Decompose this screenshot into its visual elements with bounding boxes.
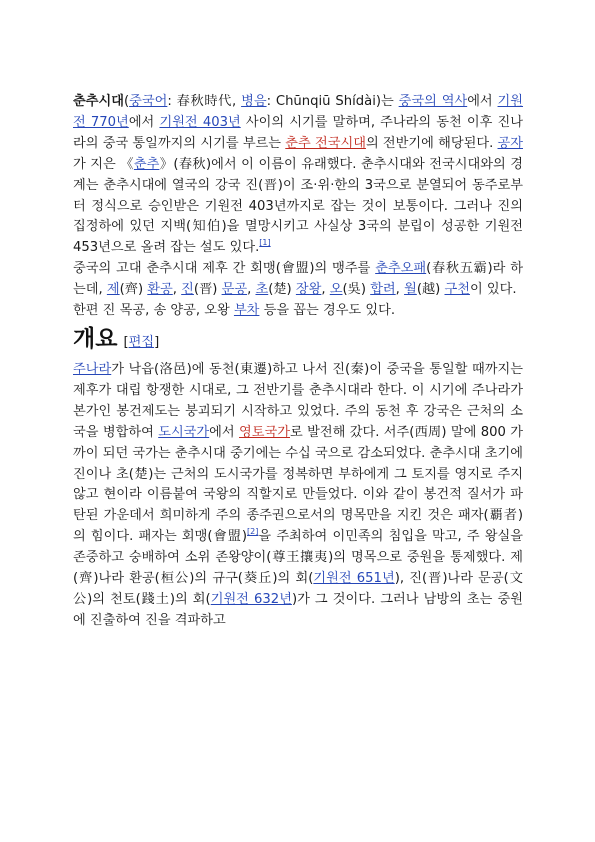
text-run: , — [321, 282, 330, 298]
link-403bc[interactable]: 기원전 403년 — [159, 114, 241, 130]
link-chu[interactable]: 초 — [255, 282, 269, 298]
text-run: 의 전반기에 해당된다. — [365, 135, 498, 151]
text-run: 에서 — [467, 94, 498, 109]
link-chinese-language[interactable]: 중국어 — [129, 94, 168, 109]
text-run: 로 발전해 갔다. 서주(西周) 말에 800 가까이 되던 국가는 춘추시대 중기에는 수십 국으로 감소되었다. 춘추시대 초기에 진이나 초(楚)는 근처의 도시국가를 정복하면 부하에게 그 토지를 영지로 주지 않고 현이라 이름붙여 국왕의 직할지로 만들었다. 이와 같이 봉건적 질서가 파탄된 가운데서 희미하게 주의 종주권으로서의 명목만을 지킨 것은 패자(覇者)의 힘이다. 패자는 회맹(會盟) — [73, 424, 523, 545]
link-632bc[interactable]: 기원전 632년 — [210, 591, 292, 607]
text-run: : 春秋時代, — [167, 94, 242, 109]
link-pinyin[interactable]: 병음 — [241, 94, 267, 109]
edit-section-control — [123, 335, 159, 350]
text-run: 중국의 고대 춘추시대 제후 간 회맹(會盟)의 맹주를 — [73, 261, 376, 277]
edit-bracket-close: ] — [154, 334, 160, 350]
text-run: 에서 — [209, 424, 240, 440]
text-run: 사이의 시기를 말하며, 주나라의 동천 이후 진나라의 중국 통일까지의 시기를 부르는 — [73, 114, 524, 151]
link-zhou-dynasty[interactable]: 주나라 — [73, 361, 112, 377]
text-run: )가 그 것이다. 그러나 남방의 초는 중원에 진출하여 진을 격파하고 — [73, 591, 523, 628]
link-helu[interactable]: 합려 — [370, 282, 396, 298]
text-run: (晋) — [193, 282, 222, 298]
alternate-list-paragraph — [73, 301, 523, 322]
article-title-term: 춘추시대 — [73, 94, 124, 109]
text-run: (春秋五霸)라 하는데, — [73, 261, 523, 298]
link-jin[interactable]: 진 — [181, 282, 194, 298]
text-run: 을 주최하여 이민족의 침입을 막고, 주 왕실을 존중하고 숭배하여 소위 존왕양이(尊王攘夷)의 명목으로 중원을 통제했다. 제(齊)나라 환공(桓公)의 규구(葵丘)의 회( — [73, 529, 523, 587]
edit-bracket-open: [ — [123, 334, 129, 350]
section-heading-overview — [73, 322, 523, 360]
link-goujian[interactable]: 구천 — [444, 282, 470, 298]
article-body — [73, 92, 523, 632]
link-duke-huan[interactable]: 환공 — [147, 282, 173, 298]
text-run: 가 지은 《 — [73, 156, 134, 172]
text-run: (楚) — [268, 282, 296, 298]
text-run: 가 낙읍(洛邑)에 동천(東遷)하고 나서 진(秦)이 중국을 통일할 때까지는 제후가 대립 항쟁한 시대로, 그 전반기를 춘추시대라 한다. 이 시기에 주나라가 본가인 봉건제도는 붕괴되기 시작하고 있었다. 주의 동천 후 강국은 근처의 소국을 병합하여 — [73, 361, 523, 440]
link-confucius[interactable]: 공자 — [497, 135, 523, 151]
link-wu[interactable]: 오 — [329, 282, 343, 298]
link-five-hegemons[interactable]: 춘추오패 — [375, 261, 427, 277]
text-run: 등을 꼽는 경우도 있다. — [259, 303, 396, 319]
link-770bc[interactable]: 기원전 770년 — [73, 94, 524, 130]
text-run: 이 있다. — [469, 282, 517, 298]
text-run: , — [395, 282, 405, 298]
text-run: ( — [123, 94, 130, 109]
text-run: : Chūnqiū Shídài)는 — [266, 94, 399, 109]
footnote-1-link[interactable]: [1] — [259, 238, 271, 248]
edit-section-link[interactable]: 편집 — [128, 334, 155, 350]
section-heading-text: 개요 — [73, 325, 118, 352]
link-yue[interactable]: 월 — [404, 282, 417, 298]
hegemons-paragraph — [73, 259, 523, 301]
link-651bc[interactable]: 기원전 651년 — [313, 571, 395, 587]
text-run: (吳) — [342, 282, 371, 298]
link-spring-autumn-warring-states[interactable]: 춘추 전국시대 — [285, 135, 366, 151]
link-king-zhuang[interactable]: 장왕 — [295, 282, 322, 298]
overview-paragraph — [73, 360, 523, 632]
text-run: 한편 진 목공, 송 양공, 오왕 — [73, 303, 234, 319]
footnote-2-link[interactable]: [2] — [247, 527, 259, 537]
intro-paragraph — [73, 92, 523, 259]
text-run: 》(春秋)에서 이 이름이 유래했다. 춘추시대와 전국시대와의 경계는 춘추시대에 열국의 강국 진(晋)이 조·위·한의 3국으로 분열되어 동주로부터 정식으로 승인받은 기원전 403년까지로 잡는 것이 보통이다. 그러나 진의 집정하에 있던 지백(知伯)을 멸망시키고 사실상 3국의 분립이 성공한 기원전 453년으로 올려 잡는 설도 있다. — [73, 156, 523, 256]
text-run: ), 진(晋)나라 문공(文公)의 천토(踐土)의 회( — [73, 571, 523, 607]
link-fuchai[interactable]: 부차 — [233, 303, 260, 319]
link-duke-wen[interactable]: 문공 — [221, 282, 248, 298]
link-chunqiu-book[interactable]: 춘추 — [133, 156, 160, 172]
text-run: , — [172, 282, 182, 298]
link-chinese-history[interactable]: 중국의 역사 — [398, 94, 468, 109]
text-run: , — [247, 282, 256, 298]
link-qi[interactable]: 제 — [106, 282, 120, 298]
text-run: (越) — [416, 282, 445, 298]
text-run: 에서 — [128, 114, 160, 130]
link-territorial-state[interactable]: 영토국가 — [239, 424, 290, 440]
text-run: (齊) — [119, 282, 148, 298]
link-city-state[interactable]: 도시국가 — [158, 424, 210, 440]
